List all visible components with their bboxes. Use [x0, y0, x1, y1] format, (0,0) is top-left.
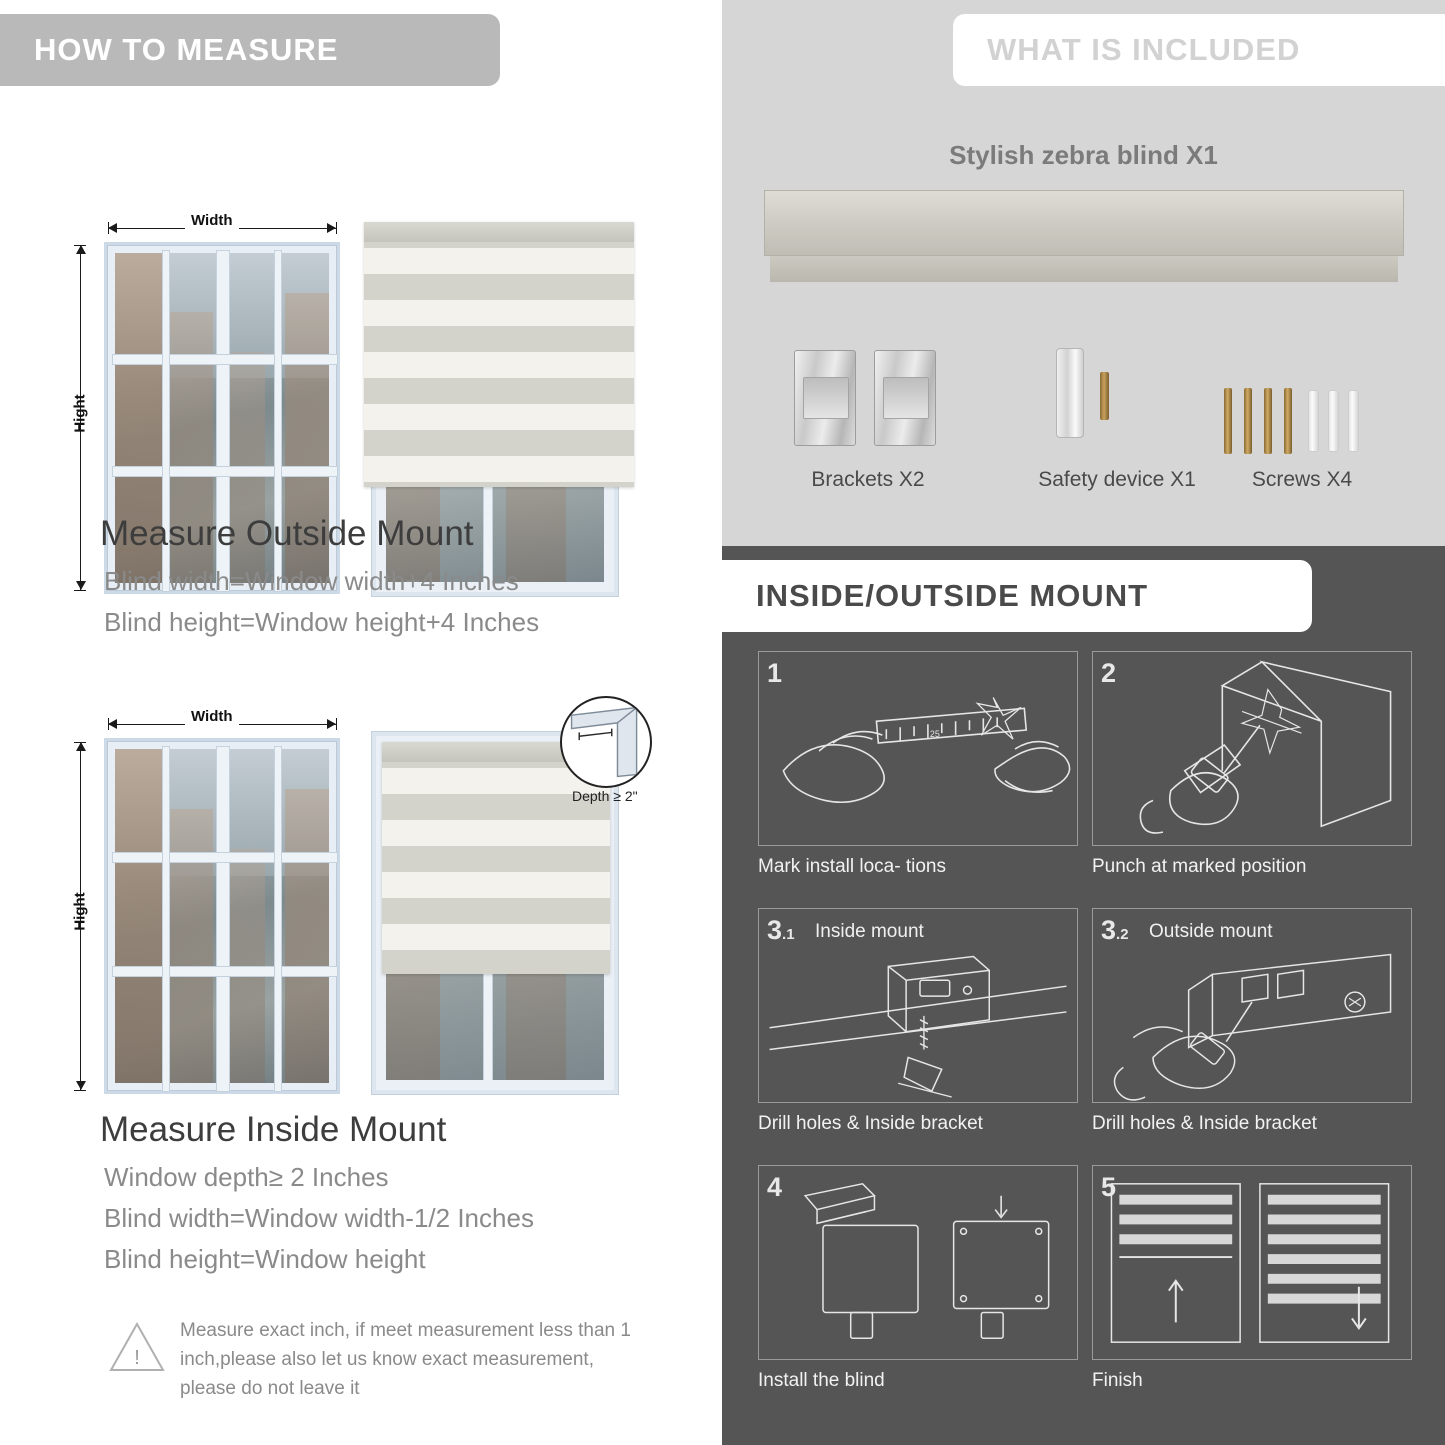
how-to-measure-banner: HOW TO MEASURE — [0, 14, 500, 86]
measurement-note-text: Measure exact inch, if meet measurement less than 1 inch,please also let us know exact measurement, please do not leave it — [180, 1320, 631, 1399]
step-1 — [758, 651, 1078, 846]
step-2-caption: Punch at marked position — [1092, 856, 1307, 877]
step-4-number: 4 — [767, 1172, 783, 1202]
inside-outside-mount-banner: INSIDE/OUTSIDE MOUNT — [722, 560, 1312, 632]
screw-3 — [1264, 388, 1272, 454]
safety-device-screw — [1100, 372, 1109, 420]
what-is-included-banner: WHAT IS INCLUDED — [953, 14, 1445, 86]
step-3-2-caption: Drill holes & Inside bracket — [1092, 1113, 1317, 1134]
step-3-2-inline-label: Outside mount — [1149, 921, 1273, 942]
step-2 — [1092, 651, 1412, 846]
inside-mount-diagram — [0, 698, 712, 1098]
step-1-caption: Mark install loca- tions — [758, 856, 946, 877]
inside-width-label: Width — [185, 708, 239, 725]
step-3-1-inline-label: Inside mount — [815, 921, 924, 942]
safety-device-part — [1056, 348, 1084, 438]
wall-anchor-3 — [1348, 390, 1359, 452]
step-3-1-caption: Drill holes & Inside bracket — [758, 1113, 983, 1134]
svg-text:!: ! — [134, 1347, 140, 1369]
step-1-number: 1 — [767, 658, 783, 688]
inside-mount-heading: Measure Inside Mount — [100, 1110, 447, 1149]
step-4 — [758, 1165, 1078, 1360]
inside-mount-line-3: Blind height=Window height — [104, 1244, 426, 1274]
screws-label: Screws X4 — [1251, 468, 1353, 491]
wall-anchor-2 — [1328, 390, 1339, 452]
what-is-included-panel — [722, 0, 1445, 546]
step-3-2 — [1092, 908, 1412, 1103]
outside-mount-heading: Measure Outside Mount — [100, 514, 474, 553]
step-3-1 — [758, 908, 1078, 1103]
screw-1 — [1224, 388, 1232, 454]
outside-mount-line-1: Blind width=Window width+4 Inches — [104, 566, 519, 596]
outside-width-label: Width — [185, 212, 239, 229]
depth-callout-circle — [560, 696, 652, 788]
step-3-2-number: 3.2 — [1101, 915, 1129, 945]
wall-anchor-1 — [1308, 390, 1319, 452]
step-4-caption: Install the blind — [758, 1370, 885, 1391]
outside-mount-line-2: Blind height=Window height+4 Inches — [104, 607, 540, 637]
svg-text:25: 25 — [929, 729, 940, 740]
zebra-blind-outside — [364, 222, 634, 487]
outside-height-label: Hight — [71, 394, 89, 433]
inside-mount-line-2: Blind width=Window width-1/2 Inches — [104, 1203, 534, 1233]
step-5-caption: Finish — [1092, 1370, 1143, 1391]
zebra-blind-headrail-bottom — [770, 256, 1398, 282]
step-2-number: 2 — [1101, 658, 1117, 688]
step-5 — [1092, 1165, 1412, 1360]
depth-callout-label: Depth ≥ 2" — [572, 788, 638, 804]
window-illustration-inside — [104, 738, 340, 1094]
inside-height-label: Hight — [71, 892, 89, 931]
zebra-blind-headrail — [764, 190, 1404, 256]
screw-2 — [1244, 388, 1252, 454]
bracket-part-1 — [794, 350, 856, 446]
step-3-1-number: 3.1 — [767, 915, 795, 945]
screw-4 — [1284, 388, 1292, 454]
how-to-measure-panel — [0, 0, 712, 1445]
brackets-label: Brackets X2 — [811, 468, 925, 491]
step-5-number: 5 — [1101, 1172, 1117, 1202]
inside-mount-line-1: Window depth≥ 2 Inches — [104, 1162, 389, 1192]
included-product-title: Stylish zebra blind X1 — [949, 140, 1218, 170]
inside-outside-mount-panel — [722, 546, 1445, 1445]
outside-mount-diagram — [0, 100, 712, 530]
warning-icon — [108, 1320, 166, 1374]
bracket-part-2 — [874, 350, 936, 446]
safety-device-label: Safety device X1 — [1038, 468, 1196, 491]
